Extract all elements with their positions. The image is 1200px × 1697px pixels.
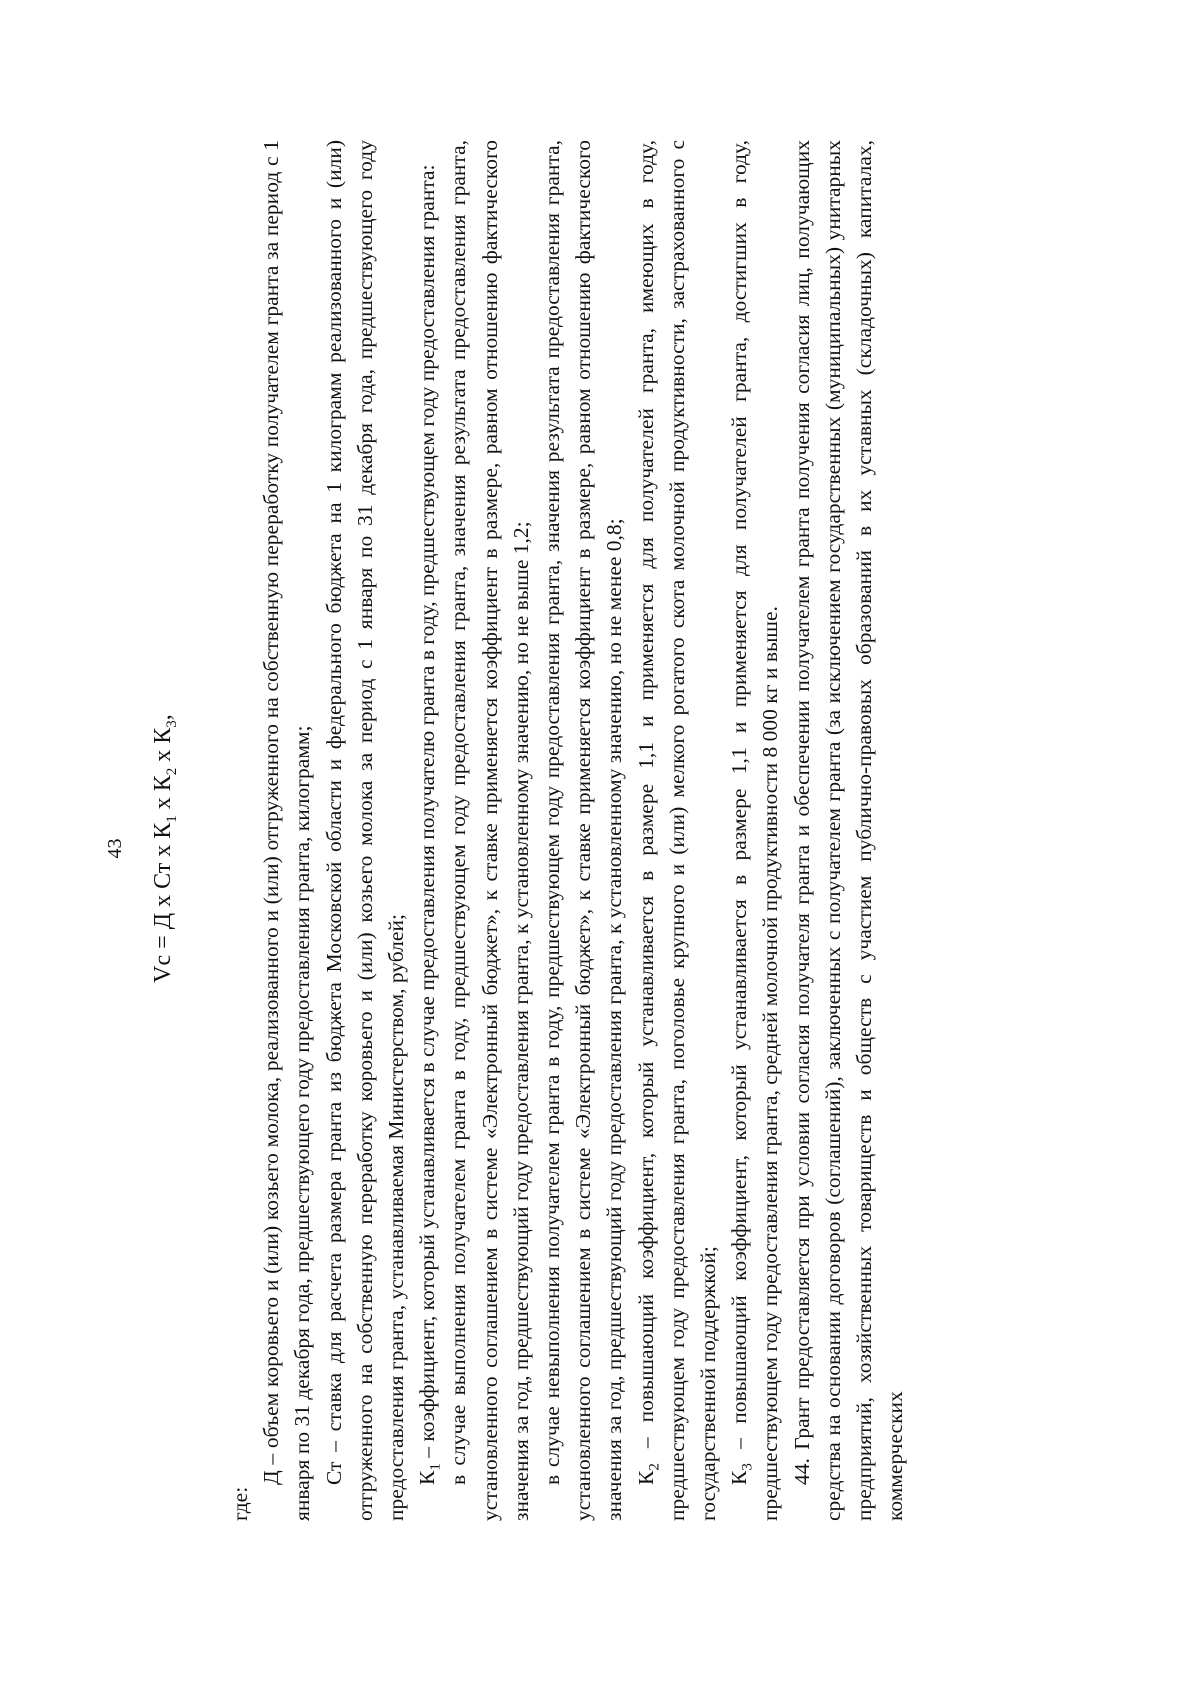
formula-mid1: х К (150, 775, 176, 816)
formula-end: , (150, 714, 176, 721)
where-label: где: (228, 1486, 252, 1521)
formula-k2-sub: 2 (163, 767, 180, 776)
formula-k3-sub: 3 (163, 720, 180, 728)
k1-symbol: К (415, 1470, 440, 1485)
formula-rhs: = Д х Ст х К (150, 822, 176, 949)
formula-k1-sub: 1 (163, 815, 180, 823)
k1-definition (412, 140, 443, 1521)
grant-formula (150, 0, 180, 1697)
k3-text: – повышающий коэффициент, который устанавливается в размере 1,1 и применяется для получателей гранта, достигших в году, предшествующем году предоставления гранта, средней молочной продуктивности 8 000 кг и выше. (727, 140, 783, 1521)
formula-lhs: Vc (150, 954, 176, 983)
k3-definition (724, 140, 786, 1521)
k3-symbol: К (727, 1470, 752, 1485)
formula-mid2: х К (150, 727, 176, 768)
d-definition: Д – объем коровьего и (или) козьего молока, реализованного и (или) отгруженного на собственную переработку получателем гранта за период с 1 января по 31 декабря года, предшествующего году предоставления гранта, килограмм; (259, 140, 315, 1521)
page-number: 43 (104, 838, 126, 859)
k2-text: – повышающий коэффициент, который устанавливается в размере 1,1 и применяется для получателей гранта, имеющих в году, предшествующем году предоставления гранта, поголовье крупного и (или) мелкого рогатого скота молочной продуктивности, застрахованного с государственной поддержкой; (633, 140, 721, 1521)
k1-subscript: 1 (427, 1463, 444, 1471)
k2-symbol: К (633, 1470, 658, 1485)
paragraph-44: 44. Грант предоставляется при условии согласия получателя гранта и обеспечении получателем гранта получения согласия лиц, получающих средства на основании договоров (соглашений), заключенных с получателем гранта (за исключением государственных (муниципальных) унитарных предприятий, хозяйственных товариществ и обществ с участием публично-правовых образований в их уставных (складочных) капиталах, коммерческих (789, 140, 908, 1521)
k1-case-fulfilled: в случае выполнения получателем гранта в году, предшествующем году предоставления гранта, значения результата предоставления гранта, установленного соглашением в системе «Электронный бюджет», к ставке применяется коэффициент в размере, равном отношению фактического значения за год, предшествующий году предоставления гранта, к установленному значению, но не выше 1,2; (446, 140, 533, 1521)
k3-subscript: 3 (739, 1463, 756, 1471)
k2-definition (631, 140, 725, 1521)
k1-case-unfulfilled: в случае невыполнения получателем гранта в году, предшествующем году предоставления гранта, значения результата предоставления гранта, установленного соглашением в системе «Электронный бюджет», к ставке применяется коэффициент в размере, равном отношению фактического значения за год, предшествующий году предоставления гранта, к установленному значению, но не менее 0,8; (540, 140, 627, 1521)
k2-subscript: 2 (645, 1463, 662, 1471)
k1-text: – коэффициент, который устанавливается в случае предоставления получателю гранта в году, предшествующем году предоставления гранта: (415, 164, 440, 1464)
st-definition: Ст – ставка для расчета размера гранта из бюджета Московской области и федерального бюджета на 1 килограмм реализованного и (или) отгруженного на собственную переработку коровьего и (или) козьего молока за период с 1 января по 31 декабря года, предшествующего году предоставления гранта, устанавливаемая Министерством, рублей; (321, 140, 409, 1521)
document-body (225, 140, 911, 1521)
